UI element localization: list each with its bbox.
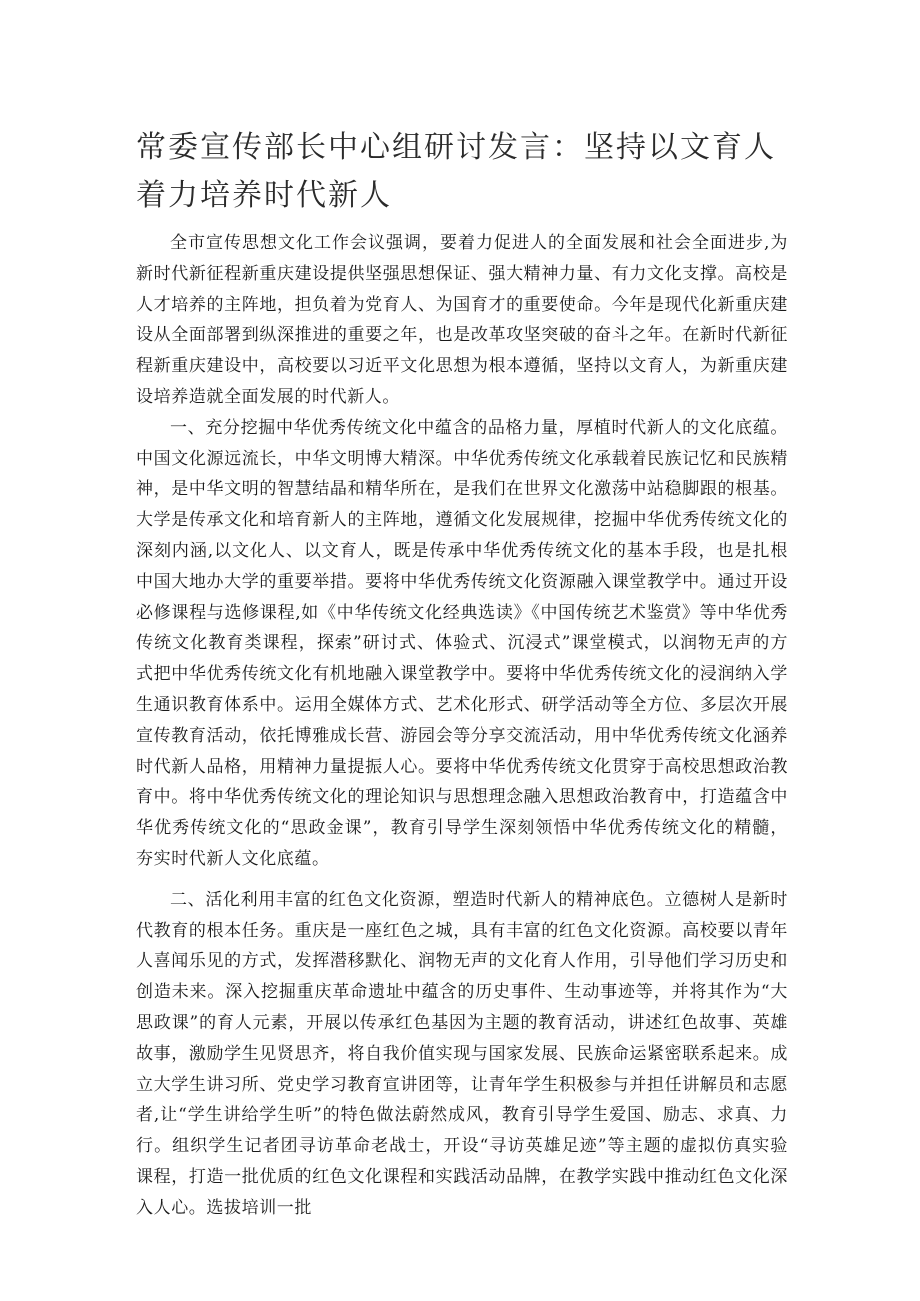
paragraph-intro: 全市宣传思想文化工作会议强调，要着力促进人的全面发展和社会全面进步,为新时代新征程新重庆建设提供坚强思想保证、强大精神力量、有力文化支撑。高校是人才培养的主阵地，担负着为党育人、为国育才的重要使命。今年是现代化新重庆建设从全面部署到纵深推进的重要之年，也是改革攻坚突破的奋斗之年。在新时代新征程新重庆建设中，高校要以习近平文化思想为根本遵循，坚持以文育人，为新重庆建设培养造就全面发展的时代新人。 [136, 233, 788, 407]
paragraph-section-two: 二、活化利用丰富的红色文化资源，塑造时代新人的精神底色。立德树人是新时代教育的根本任务。重庆是一座红色之城，具有丰富的红色文化资源。高校要以青年人喜闻乐见的方式，发挥潜移默化、润物无声的文化育人作用，引导他们学习历史和创造未来。深入挖掘重庆革命遗址中蕴含的历史事件、生动事迹等，并将其作为“大思政课”的育人元素，开展以传承红色基因为主题的教育活动，讲述红色故事、英雄故事，激励学生见贤思齐，将自我价值实现与国家发展、民族命运紧密联系起来。成立大学生讲习所、党史学习教育宣讲团等，让青年学生积极参与并担任讲解员和志愿者,让“学生讲给学生听”的特色做法蔚然成风，教育引导学生爱国、励志、求真、力行。组织学生记者团寻访革命老战士，开设“寻访英雄足迹”等主题的虚拟仿真实验课程，打造一批优质的红色文化课程和实践活动品牌，在教学实践中推动红色文化深入人心。选拔培训一批 [136, 889, 788, 1218]
document-body [136, 228, 788, 1224]
document-title: 常委宣传部长中心组研讨发言：坚持以文育人着力培养时代新人 [136, 130, 776, 213]
paragraph-section-one: 一、充分挖掘中华优秀传统文化中蕴含的品格力量，厚植时代新人的文化底蕴。中国文化源远流长，中华文明博大精深。中华优秀传统文化承载着民族记忆和民族精神，是中华文明的智慧结晶和精华所在，是我们在世界文化激荡中站稳脚跟的根基。大学是传承文化和培育新人的主阵地，遵循文化发展规律，挖掘中华优秀传统文化的深刻内涵,以文化人、以文育人，既是传承中华优秀传统文化的基本手段，也是扎根中国大地办大学的重要举措。要将中华优秀传统文化资源融入课堂教学中。通过开设必修课程与选修课程,如《中华传统文化经典选读》《中国传统艺术鉴赏》等中华优秀传统文化教育类课程，探索”研讨式、体验式、沉浸式”课堂模式，以润物无声的方式把中华优秀传统文化有机地融入课堂教学中。要将中华优秀传统文化的浸润纳入学生通识教育体系中。运用全媒体方式、艺术化形式、研学活动等全方位、多层次开展宣传教育活动，依托博雅成长营、游园会等分享交流活动，用中华优秀传统文化涵养时代新人品格，用精神力量提振人心。要将中华优秀传统文化贯穿于高校思想政治教育中。将中华优秀传统文化的理论知识与思想理念融入思想政治教育中，打造蕴含中华优秀传统文化的“思政金课”，教育引导学生深刻领悟中华优秀传统文化的精髓，夯实时代新人文化底蕴。 [136, 417, 788, 869]
